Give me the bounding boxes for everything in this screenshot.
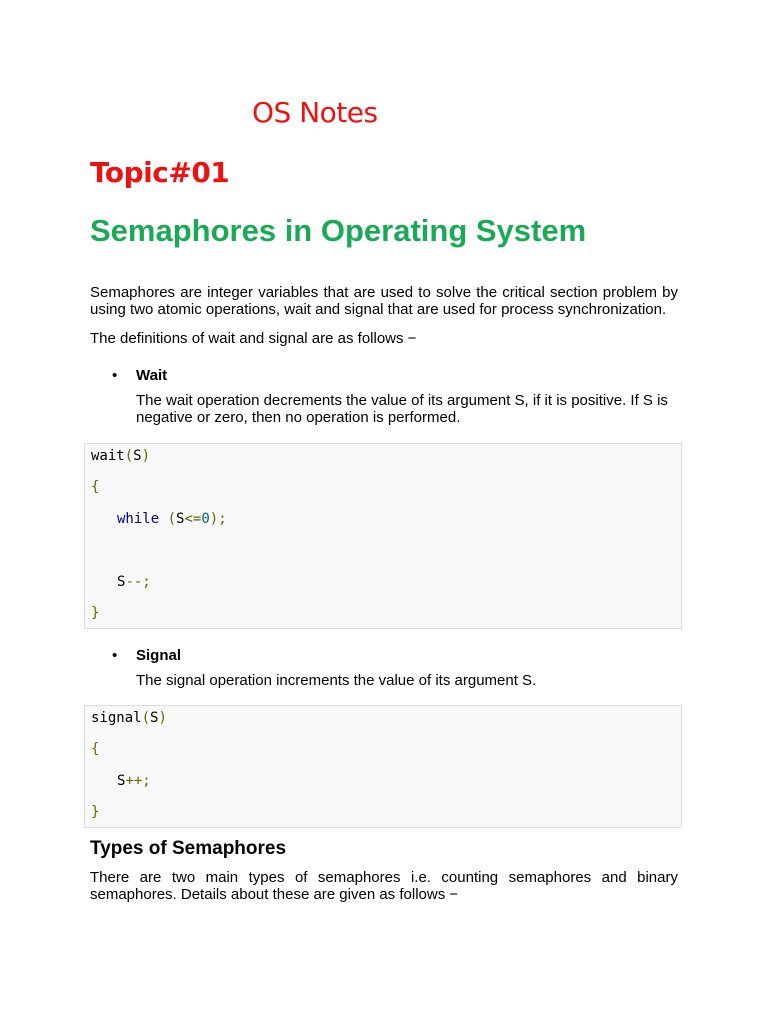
intro-paragraph: [90, 284, 678, 318]
code-line-signal-signature: [91, 710, 167, 727]
code-close-brace: }: [91, 605, 100, 621]
code-punct: (: [167, 511, 177, 527]
section-title: Semaphores in Operating System: [90, 213, 587, 248]
code-punct: (: [124, 448, 134, 464]
wait-code-block: [84, 443, 682, 629]
code-fn: signal: [91, 710, 142, 726]
types-heading: Types of Semaphores: [90, 838, 287, 859]
code-open-brace: {: [91, 479, 100, 495]
types-line-2: semaphores. Details about these are given as follows −: [90, 886, 459, 903]
code-open-brace: {: [91, 741, 100, 757]
doc-title: OS Notes: [252, 96, 378, 129]
types-line-1: There are two main types of semaphores i.e. counting semaphores and binary: [90, 869, 678, 886]
code-var: S: [117, 574, 126, 590]
wait-description: [136, 392, 678, 426]
intro-line-2: using two atomic operations, wait and signal that are used for process synchronization.: [90, 301, 667, 318]
code-arg: S: [133, 448, 142, 464]
code-punct: );: [209, 511, 227, 527]
wait-desc-line-2: negative or zero, then no operation is performed.: [136, 409, 461, 426]
definitions-line: The definitions of wait and signal are as follows −: [90, 330, 417, 347]
signal-label: Signal: [136, 647, 182, 664]
code-close-brace: }: [91, 804, 100, 820]
code-operator: <=: [184, 511, 202, 527]
code-punct: ): [158, 710, 167, 726]
code-line-decrement: [117, 574, 151, 591]
code-operator: ++;: [125, 773, 151, 789]
code-number: 0: [201, 511, 210, 527]
code-arg: S: [150, 710, 159, 726]
code-punct: ): [141, 448, 151, 464]
code-fn: wait: [91, 448, 125, 464]
intro-line-1: Semaphores are integer variables that are used to solve the critical section problem by: [90, 284, 678, 301]
code-line-while: [117, 511, 227, 528]
code-line-increment: [117, 773, 151, 790]
signal-description: The signal operation increments the value of its argument S.: [136, 672, 537, 689]
wait-bullet-dot: •: [112, 367, 118, 384]
code-operator: --;: [125, 574, 151, 590]
types-paragraph: [90, 869, 678, 903]
code-var: S: [117, 773, 126, 789]
topic-label: Topic#01: [90, 156, 230, 189]
wait-desc-line-1: The wait operation decrements the value of its argument S, if it is positive. If S is: [136, 392, 668, 409]
code-line-wait-signature: [91, 448, 150, 465]
code-keyword: while: [117, 511, 160, 527]
wait-label: Wait: [136, 367, 168, 384]
code-var: S: [176, 511, 185, 527]
signal-code-block: [84, 705, 682, 828]
code-punct: (: [141, 710, 151, 726]
signal-bullet-dot: •: [112, 647, 118, 664]
